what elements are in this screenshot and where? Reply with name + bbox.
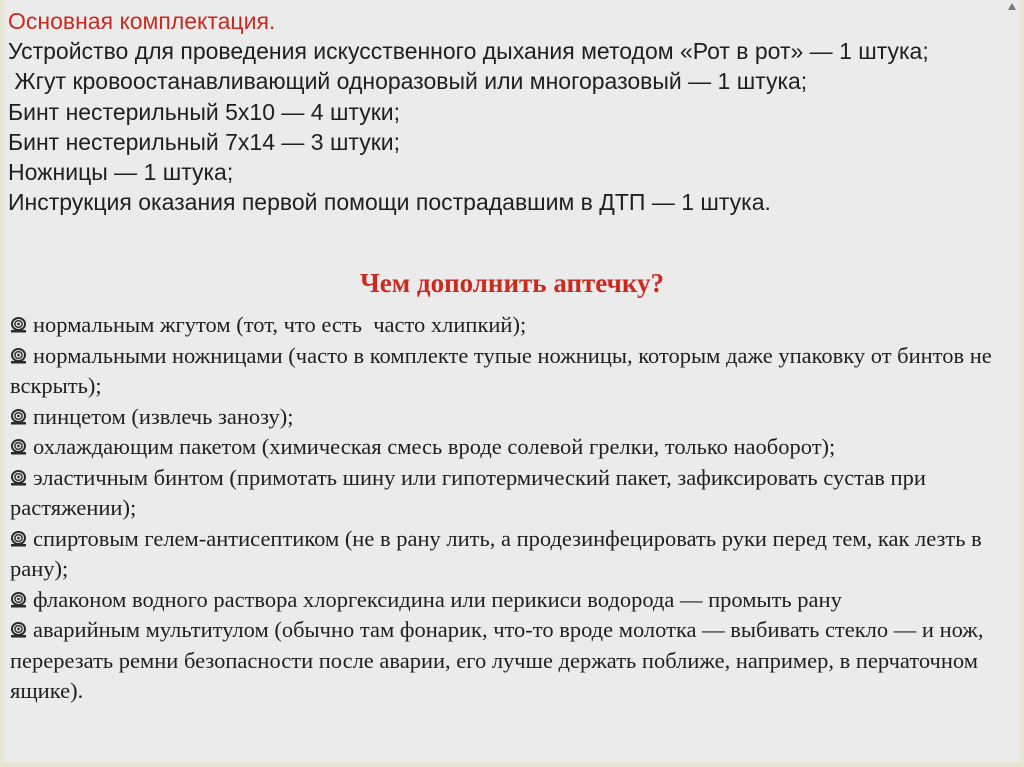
- list-item: [10, 524, 1010, 585]
- wreath-bullet-icon: [10, 439, 27, 455]
- list-item-text: эластичным бинтом (примотать шину или гипотермический пакет, зафиксировать сустав при растяжении);: [10, 464, 926, 520]
- supplement-list: [10, 310, 1010, 707]
- list-item-text: аварийным мультитулом (обычно там фонарик, что-то вроде молотка — выбивать стекло — и нож, перерезать ремни безопасности после аварии, его лучше держать поближе, например, в перчаточном ящике).: [10, 617, 984, 703]
- list-item: [10, 463, 1010, 524]
- basic-kit-item: Жгут кровоостанавливающий одноразовый или многоразовый — 1 штука;: [8, 68, 808, 95]
- list-item-text: охлаждающим пакетом (химическая смесь вроде солевой грелки, только наоборот);: [33, 434, 836, 459]
- list-item-text: нормальным жгутом (тот, что есть часто хлипкий);: [33, 312, 527, 337]
- list-item: [10, 341, 1010, 402]
- wreath-bullet-icon: [10, 348, 27, 364]
- wreath-bullet-icon: [10, 592, 27, 608]
- slide: [4, 0, 1020, 762]
- list-item: [10, 310, 1010, 341]
- basic-kit-item: Устройство для проведения искусственного дыхания методом «Рот в рот» — 1 штука;: [8, 38, 929, 65]
- basic-kit-heading: Основная комплектация.: [8, 8, 276, 34]
- list-item-text: флаконом водного раствора хлоргексидина или перикиси водорода — промыть рану: [33, 586, 842, 612]
- wreath-bullet-icon: [10, 317, 27, 333]
- list-item-text: спиртовым гелем-антисептиком (не в рану лить, а продезинфецировать руки перед тем, как лезть в рану);: [10, 525, 982, 581]
- wreath-bullet-icon: [10, 531, 27, 547]
- wreath-bullet-icon: [10, 409, 27, 425]
- basic-kit-item: Инструкция оказания первой помощи пострадавшим в ДТП — 1 штука.: [8, 189, 771, 216]
- scroll-up-arrow-icon: [1008, 3, 1016, 10]
- list-item: [10, 615, 1010, 707]
- wreath-bullet-icon: [10, 470, 27, 486]
- list-item: [10, 432, 1010, 463]
- basic-kit-item: Бинт нестерильный 5х10 — 4 штуки;: [8, 98, 401, 125]
- supplement-heading: Чем дополнить аптечку?: [359, 268, 665, 298]
- list-item-text: нормальными ножницами (часто в комплекте тупые ножницы, которым даже упаковку от бинтов не вскрыть);: [10, 342, 992, 398]
- wreath-bullet-icon: [10, 622, 27, 638]
- list-item: [10, 585, 1010, 616]
- basic-kit-item: Ножницы — 1 штука;: [8, 159, 234, 186]
- basic-kit-section: [8, 6, 1008, 217]
- basic-kit-item: Бинт нестерильный 7х14 — 3 штуки;: [8, 128, 401, 155]
- list-item: [10, 402, 1010, 433]
- list-item-text: пинцетом (извлечь занозу);: [33, 403, 294, 429]
